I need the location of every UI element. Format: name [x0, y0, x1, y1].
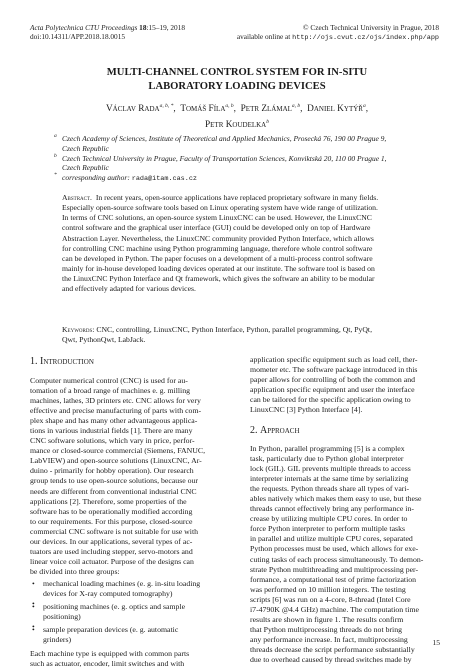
paragraph-line: was performed on 10 million integers. The testing [250, 584, 406, 594]
section-heading-approach [250, 425, 300, 436]
left-column [30, 376, 235, 669]
bullet-line: • sample preparation devices (e. g. automatic [43, 625, 179, 635]
abstract-line: In recent years, open-source applications have replaced proprietary software in many fields. [95, 193, 379, 202]
paper-title [30, 66, 444, 93]
author-affiliation-mark: a, b, * [159, 103, 174, 109]
paragraph-line: i7-4790K @4.4 GHz) machine. The computation time [250, 604, 419, 614]
bullet-line: • mechanical loading machines (e. g. in-situ loading [43, 578, 201, 588]
affiliation-text: Czech Academy of Sciences, Institute of Theoretical and Applied Mechanics, Prosecká 76, 190 00 Prague 9, [62, 134, 387, 143]
section-heading-introduction [30, 356, 94, 367]
paragraph-line: crease by utilizing multiple CPU cores. In order to [250, 514, 408, 524]
author-name: Daniel Kytýř [307, 104, 363, 115]
author-affiliation-mark: a [362, 103, 366, 109]
paragraph-line: application specific equipment such as load cell, ther- [250, 355, 418, 364]
journal-pages: :15–19, 2018 [146, 23, 185, 32]
keywords-label: Keywords: [62, 325, 95, 334]
author-affiliation-mark: a, b [291, 103, 301, 109]
paragraph-line: duino - primarily for hobby operation). Our research [30, 466, 194, 476]
keywords [62, 325, 418, 345]
journal-url[interactable]: http://ojs.cvut.cz/ojs/index.php/app [292, 34, 439, 43]
paragraph-line: CNC software solutions, which vary in price, perfor- [30, 436, 195, 446]
paragraph-line: LinuxCNC [3] Python Interface [4]. [250, 405, 363, 415]
journal-volume: 18 [139, 23, 147, 32]
available-online-text: available online at [236, 32, 291, 42]
paragraph-line: threads decrease the script performance substantially [250, 644, 415, 654]
abstract-line: for controlling CNC machine using Python programming language, therefore whole control software [62, 243, 373, 253]
abstract-line: and effectively adapted for various devices. [62, 284, 196, 294]
journal-name: Acta Polytechnica CTU Proceedings [30, 23, 138, 32]
abstract-label: Abstract. [62, 193, 92, 202]
affiliation-text: Czech Republic [62, 143, 109, 153]
abstract-line: control software and the graphical user interface (GUI) could be developed only on top of Hardware [62, 223, 371, 233]
doi[interactable]: doi:10.14311/APP.2018.18.0015 [30, 32, 126, 42]
section-number: 1. [30, 356, 38, 367]
paragraph-line: needs are different from conventional industrial CNC [30, 486, 197, 496]
title-line-1: MULTI-CHANNEL CONTROL SYSTEM FOR IN-SITU [106, 67, 368, 78]
affiliation-a [54, 133, 422, 154]
bullet-item [30, 602, 235, 622]
paragraph-line: In Python, parallel programming [5] is a complex [250, 444, 405, 453]
affiliation-mark: * [54, 172, 57, 179]
paragraph-line: the requests. Python threads share all types of vari- [250, 484, 410, 494]
paragraph-line: cuting tasks of each process simultaneously. To demon- [250, 554, 424, 564]
paragraph-line: such as actuator, encoder, limit switches and with [30, 659, 185, 669]
paragraph-line: threads cannot effectively bring any performance in- [250, 504, 414, 514]
abstract-line: can be developed in Python. The paper focuses on a development of a multi-process control software [62, 253, 373, 263]
paragraph-line: results are shown in figure 1. The results confirm [250, 614, 404, 624]
author-list: Václav Rada$^{a, b, *}$, Tomáš Fíla$^{a, b}$, Petr Zlámal$^{a, b}$, Daniel Kytýř$^a$, Petr Koudelka$^b$ [105, 103, 369, 131]
section-number: 2. [250, 425, 258, 436]
corresponding-label: corresponding author: [62, 173, 130, 183]
paragraph-line: tions in various industrial fields [1]. There are many [30, 426, 193, 436]
bullet-line: • positioning machines (e. g. optics and sample [43, 602, 186, 612]
paragraph-line: application specific equipment and user the interface [250, 385, 415, 395]
affiliation-text: Czech Technical University in Prague, Faculty of Transportation Sciences, Konviktská 20, 110 00 Prague 1, [62, 153, 387, 163]
paragraph-line: lock (GIL). GIL prevents multiple threads to access [250, 464, 411, 474]
paragraph-line: mometer etc. The software package introduced in this [250, 365, 418, 375]
paragraph-line: force Python interpreter to perform multiple tasks [250, 524, 406, 534]
author-name: Petr Koudelka [204, 120, 267, 131]
journal-header-left [30, 23, 185, 41]
keywords-line: Qwt, PythonQwt, LabJack. [62, 335, 146, 345]
paragraph-line: effective and precise manufacturing of parts with com- [30, 406, 202, 416]
paragraph-line: be divided into three groups: [30, 566, 120, 576]
paragraph-line: commercial CNC software is not suitable for use with [30, 526, 199, 536]
paragraph-line: due to overhead caused by thread switches made by [250, 654, 412, 664]
author-name: Václav Rada [105, 104, 160, 115]
paragraph-line: mance or closed-source commercial (Siemens, FANUC, [30, 446, 206, 456]
paragraph-line: formance, a computational test of prime factorization [250, 574, 417, 584]
bullet-list [30, 579, 235, 645]
author-name: Petr Zlámal [240, 104, 292, 115]
paragraph-line: interpreter internals at the same time by serializing [250, 474, 409, 484]
affiliations [54, 133, 422, 185]
keywords-line: CNC, controlling, LinuxCNC, Python Interface, Python, parallel programming, Qt, PyQt, [96, 325, 372, 334]
title-line-2: LABORATORY LOADING DEVICES [148, 80, 326, 92]
section-title: Approach [260, 425, 300, 436]
paragraph-line: software has to be operationally modified according [30, 506, 193, 516]
paragraph-line: applications [2]. Therefore, some properties of the [30, 496, 187, 506]
paragraph-line: linear voice coil actuator. Purpose of the designs can [30, 556, 194, 566]
paragraph-line: paper allows for controlling of both the common and [250, 375, 415, 385]
bullet-item [30, 579, 235, 599]
abstract-line: Abstraction Layer. Nevertheless, the LinuxCNC community provided Python Interface, which allows [62, 233, 374, 243]
paragraph-line: that Python multiprocessing threads do not bring [250, 624, 403, 634]
paragraph-line: plex shape and has many other advantageous applica- [30, 416, 198, 426]
paragraph-line: strate Python multithreading and multiprocessing per- [250, 564, 419, 574]
paragraph-line: group tends to use open-source solutions, because our [30, 476, 199, 486]
bullet-line: positioning) [43, 612, 81, 622]
affiliation-text: Czech Republic [62, 163, 109, 173]
paragraph-line: Each machine type is equipped with common parts [30, 649, 190, 659]
right-column-approach [250, 444, 450, 665]
paragraph-line: machines, lathes, 3D printers etc. CNC allows for very [30, 396, 201, 406]
author-affiliation-mark: b [266, 119, 269, 126]
section-title: Introduction [40, 356, 94, 367]
abstract-line: Especially open-source software tools based on Linux operating system have wide range of utilization. [62, 203, 378, 213]
paragraph-line: Python processes must be used, which allows for exe- [250, 544, 419, 554]
author-name: Tomáš Fíla [180, 104, 226, 115]
abstract [62, 193, 418, 295]
author-affiliation-mark: a, b [225, 103, 234, 109]
abstract-line: In terms of CNC solutions, an open-source system LinuxCNC can be used. However, the LinuxCNC [62, 213, 372, 223]
paragraph-line: scripts [6] was run on a 4-core, 8-thread (Intel Core [250, 594, 411, 604]
paragraph-line: any performance increase. In fact, multiprocessing [250, 634, 408, 644]
affiliation-b [54, 152, 422, 174]
paragraph-line: ables natively which makes them easy to use, but these [250, 494, 422, 504]
paragraph-line: LabVIEW) and open-source solutions (LinuxCNC, Ar- [30, 456, 202, 466]
paragraph-line: in parallel and utilize multiple CPU cores, separated [250, 534, 413, 544]
paragraph-line: to our requirements. For this purpose, closed-source [30, 516, 193, 526]
affiliation-mark: b [54, 152, 57, 159]
paragraph-line: tomation of a broad range of machines e. g. milling [30, 386, 191, 396]
paragraph-line: Computer numerical control (CNC) is used for au- [30, 376, 188, 385]
author-email[interactable]: rada@itam.cas.cz [131, 175, 197, 184]
page-number: 15 [432, 638, 440, 647]
journal-header-right [237, 23, 439, 43]
abstract-line: the LinuxCNC Python Interface and Qt framework, which gives the software an ability to be modular [62, 274, 375, 284]
bullet-item [30, 625, 235, 645]
affiliation-mark: a [54, 133, 57, 139]
bullet-line: devices for X-ray computed tomography) [43, 588, 173, 598]
paragraph-line: can be tailored for the specific application owing to [250, 395, 411, 405]
corresponding-author [54, 172, 422, 185]
abstract-line: mainly for in-house developed loading devices operated at our institute. The software tool is based on [62, 264, 375, 274]
paragraph-line: tuators are used including stepper, servo-motors and [30, 546, 193, 556]
paragraph-line: our devices. In our applications, several types of ac- [30, 536, 193, 546]
right-column-top [250, 355, 450, 415]
paragraph-line: task, particularly due to Python global interpreter [250, 454, 404, 464]
copyright: © Czech Technical University in Prague, 2018 [302, 23, 439, 32]
bullet-line: grinders) [43, 635, 72, 645]
